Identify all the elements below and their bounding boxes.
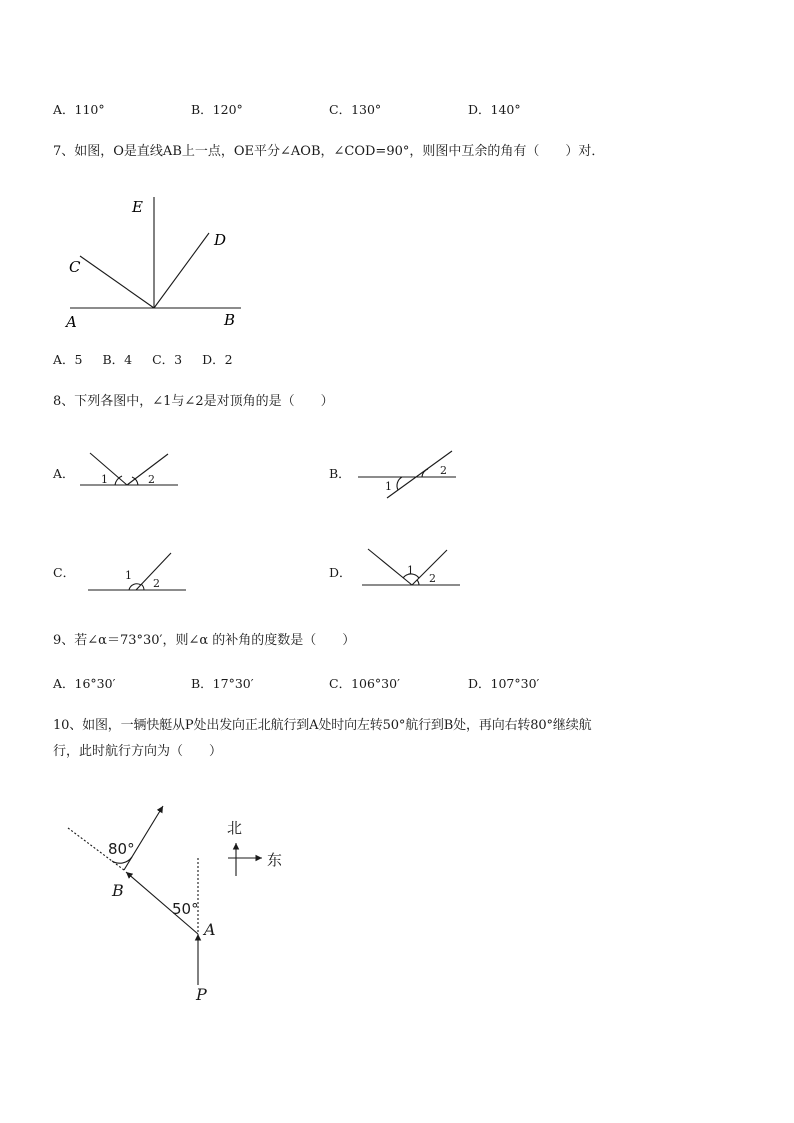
label-c: C [69, 258, 81, 276]
q8-letter-d: D． [329, 565, 352, 580]
q7-option-a: A．5 [53, 352, 83, 367]
label-e: E [132, 198, 143, 216]
q8-d-label-2: 2 [429, 572, 436, 585]
q6-option-b: B．120° [191, 102, 243, 117]
q8-d-label-1: 1 [407, 564, 414, 577]
q9-option-d: D．107°30′ [468, 676, 540, 691]
label-north: 北 [227, 819, 243, 837]
q10-stem-line2: 行，此时航行方向为（ ） [53, 744, 223, 759]
label-50: 50° [172, 900, 199, 918]
q8-letter-a: A． [53, 466, 75, 481]
q9-option-a: A．16°30′ [53, 676, 116, 691]
q8-letter-c: C． [53, 565, 76, 580]
q7-option-b: B．4 [102, 352, 133, 367]
q8-letter-b: B． [329, 466, 351, 481]
label-a: A [66, 313, 77, 331]
q7-stem: 7、如图，O是直线AB上一点，OE平分∠AOB，∠COD=90°，则图中互余的角有（ ）对． [53, 144, 605, 159]
label-a: A [204, 920, 216, 939]
q7-option-d: D．2 [202, 352, 233, 367]
label-p: P [196, 985, 207, 1004]
q8-stem: 8、下列各图中，∠1与∠2是对顶角的是（ ） [53, 394, 334, 409]
q9-option-c: C．106°30′ [329, 676, 400, 691]
q8-b-label-1: 1 [385, 480, 392, 493]
path-b-onward [124, 806, 163, 870]
q8-b-label-2: 2 [440, 464, 447, 477]
q8-c-label-1: 1 [125, 569, 132, 582]
q9-stem: 9、若∠α＝73°30′，则∠α 的补角的度数是（ ） [53, 633, 356, 648]
q8-a-label-1: 1 [101, 473, 108, 486]
label-b: B [112, 881, 124, 900]
label-80: 80° [108, 840, 135, 858]
q10-stem-line1: 10、如图，一辆快艇从P处出发向正北航行到A处时向左转50°航行到B处，再向右转80°继续航 [53, 718, 592, 733]
q8-a-label-2: 2 [148, 473, 155, 486]
label-b: B [224, 311, 236, 329]
q7-option-c: C．3 [152, 352, 183, 367]
q6-option-a: A．110° [53, 102, 105, 117]
q6-option-d: D．140° [468, 102, 521, 117]
label-d: D [214, 231, 227, 249]
label-east: 东 [267, 851, 283, 869]
q6-option-c: C．130° [329, 102, 382, 117]
q9-option-b: B．17°30′ [191, 676, 254, 691]
q8-c-label-2: 2 [153, 577, 160, 590]
